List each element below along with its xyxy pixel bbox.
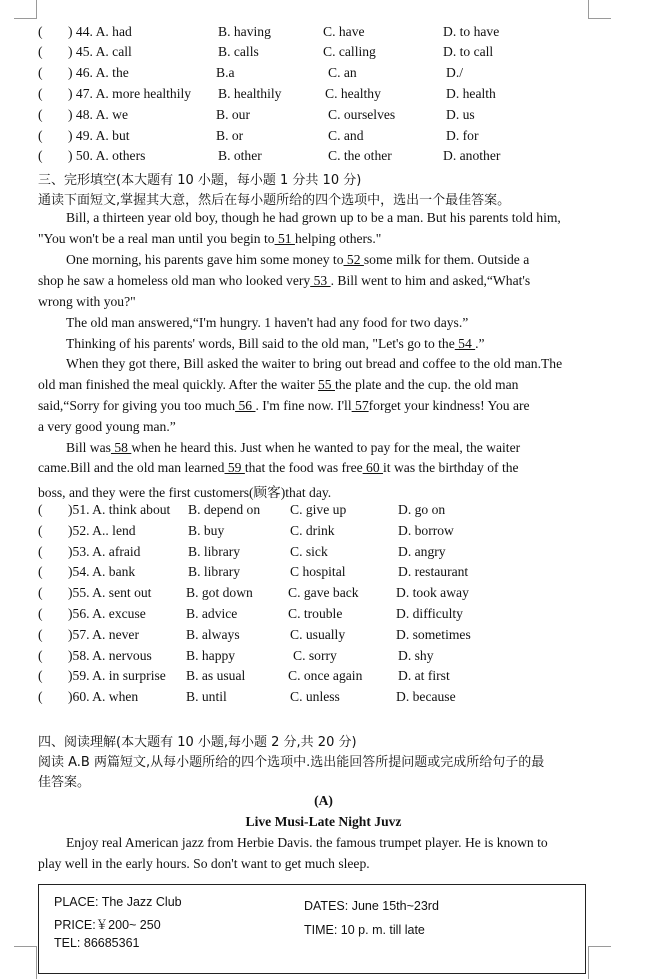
- passage-line: Bill was 58 when he heard this. Just when he wanted to pay for the meal, the waiter: [66, 440, 521, 455]
- option-b: B. library: [188, 564, 241, 579]
- option-d: D. at first: [398, 668, 450, 683]
- part-a-label: (A): [314, 793, 333, 808]
- section-four-instructions-cont: 佳答案。: [38, 775, 91, 790]
- option-b: B. healthily: [218, 86, 282, 101]
- option-d: D. borrow: [398, 523, 454, 538]
- question-number-option-a: )56. A. excuse: [68, 606, 146, 621]
- answer-bracket: (: [38, 564, 43, 579]
- option-d: D. to have: [443, 24, 500, 39]
- question-number-option-a: ) 48. A. we: [68, 107, 129, 122]
- question-number-option-a: )52. A.. lend: [68, 523, 136, 538]
- option-d: D. shy: [398, 648, 434, 663]
- event-info-box: [38, 884, 586, 974]
- question-number-option-a: ) 45. A. call: [68, 44, 132, 59]
- option-d: D. difficulty: [396, 606, 463, 621]
- option-b: B. advice: [186, 606, 238, 621]
- crop-mark-bottom-right: [588, 946, 611, 979]
- section-four-title: 四、阅读理解(本大题有 10 小题,每小题 2 分,共 20 分): [38, 735, 357, 750]
- option-c: C. sorry: [293, 648, 337, 663]
- option-b: B. having: [218, 24, 271, 39]
- section-three-title: 三、完形填空(本大题有 10 小题，每小题 1 分共 10 分): [38, 173, 362, 188]
- option-b: B. as usual: [186, 668, 246, 683]
- question-number-option-a: ) 46. A. the: [68, 65, 129, 80]
- passage-line: boss, and they were the first customers(顾客)that day.: [38, 485, 332, 500]
- crop-mark-top-left: [14, 0, 37, 19]
- option-c: C. an: [328, 65, 357, 80]
- answer-bracket: (: [38, 585, 43, 600]
- option-d: D. for: [446, 128, 479, 143]
- option-d: D. us: [446, 107, 475, 122]
- option-b: B. or: [216, 128, 244, 143]
- option-d: D. another: [443, 148, 501, 163]
- passage-line: Bill, a thirteen year old boy, though he had grown up to be a man. But his parents told him,: [66, 210, 561, 225]
- option-c: C. the other: [328, 148, 392, 163]
- time-text: TIME: 10 p. m. till late: [304, 923, 425, 937]
- option-d: D. to call: [443, 44, 494, 59]
- question-number-option-a: ) 49. A. but: [68, 128, 130, 143]
- option-c: C. healthy: [325, 86, 381, 101]
- answer-bracket: (: [38, 689, 43, 704]
- answer-bracket: (: [38, 148, 43, 163]
- answer-bracket: (: [38, 24, 43, 39]
- option-c: C. usually: [290, 627, 346, 642]
- question-number-option-a: ) 47. A. more healthily: [68, 86, 192, 101]
- option-d: D. go on: [398, 502, 446, 517]
- blank-60: 60: [362, 460, 384, 475]
- question-number-option-a: )53. A. afraid: [68, 544, 141, 559]
- option-c: C hospital: [290, 564, 346, 579]
- option-b: B. until: [186, 689, 227, 704]
- option-d: D. restaurant: [398, 564, 469, 579]
- option-b: B. our: [216, 107, 250, 122]
- passage-line: said,“Sorry for giving you too much 56 . I'm fine now. I'll 57forget your kindness! You are: [38, 398, 530, 413]
- crop-mark-bottom-left: [14, 946, 37, 979]
- option-b: B. depend on: [188, 502, 261, 517]
- option-b: B.a: [216, 65, 235, 80]
- blank-59: 59: [224, 460, 245, 475]
- passage-line: "You won't be a real man until you begin to 51 helping others.": [38, 231, 382, 246]
- answer-bracket: (: [38, 107, 43, 122]
- question-number-option-a: )59. A. in surprise: [68, 668, 166, 683]
- passage-line: Thinking of his parents' words, Bill said to the old man, "Let's go to the 54 .”: [66, 336, 485, 351]
- question-number-option-a: )51. A. think about: [68, 502, 171, 517]
- option-d: D. health: [446, 86, 496, 101]
- blank-54: 54: [454, 336, 476, 351]
- blank-56: 56: [235, 398, 256, 413]
- passage-line: shop he saw a homeless old man who looked very 53 . Bill went to him and asked,“What's: [38, 273, 531, 288]
- option-c: C. have: [323, 24, 365, 39]
- option-c: C. calling: [323, 44, 376, 59]
- passage-line: wrong with you?": [38, 294, 136, 309]
- passage-line: When they got there, Bill asked the waiter to bring out bread and coffee to the old man.The: [66, 356, 563, 371]
- blank-53: 53: [310, 273, 331, 288]
- answer-bracket: (: [38, 65, 43, 80]
- answer-bracket: (: [38, 44, 43, 59]
- option-d: D. angry: [398, 544, 446, 559]
- option-b: B. library: [188, 544, 241, 559]
- question-number-option-a: )57. A. never: [68, 627, 139, 642]
- crop-mark-top-right: [588, 0, 611, 19]
- section-four-instructions: 阅读 A.B 两篇短文,从每小题所给的四个选项中.选出能回答所提问题或完成所给句子的最: [38, 755, 545, 770]
- dates-text: DATES: June 15th~23rd: [304, 899, 439, 913]
- question-number-option-a: )54. A. bank: [68, 564, 136, 579]
- ad-paragraph-line: Enjoy real American jazz from Herbie Davis. the famous trumpet player. He is known to: [66, 835, 548, 850]
- blank-52: 52: [343, 252, 364, 267]
- option-c: C. trouble: [288, 606, 343, 621]
- answer-bracket: (: [38, 648, 43, 663]
- answer-bracket: (: [38, 502, 43, 517]
- ad-paragraph-line: play well in the early hours. So don't want to get much sleep.: [38, 856, 370, 871]
- question-number-option-a: )55. A. sent out: [68, 585, 152, 600]
- option-d: D./: [446, 65, 463, 80]
- option-d: D. took away: [396, 585, 469, 600]
- option-b: B. calls: [218, 44, 259, 59]
- option-b: B. buy: [188, 523, 225, 538]
- passage-line: old man finished the meal quickly. After the waiter 55 the plate and the cup. the old man: [38, 377, 519, 392]
- blank-57: 57: [351, 398, 369, 413]
- passage-line: a very good young man.”: [38, 419, 176, 434]
- passage-line: The old man answered,“I'm hungry. 1 haven't had any food for two days.”: [66, 315, 469, 330]
- blank-55: 55: [317, 377, 335, 392]
- option-c: C. once again: [288, 668, 363, 683]
- option-b: B. got down: [186, 585, 253, 600]
- answer-bracket: (: [38, 128, 43, 143]
- question-number-option-a: )60. A. when: [68, 689, 139, 704]
- passage-line: One morning, his parents gave him some money to 52 some milk for them. Outside a: [66, 252, 530, 267]
- blank-51: 51: [274, 231, 295, 246]
- blank-58: 58: [110, 440, 132, 455]
- answer-bracket: (: [38, 523, 43, 538]
- answer-bracket: (: [38, 606, 43, 621]
- price-text: PRICE:￥200~ 250: [54, 918, 161, 932]
- answer-bracket: (: [38, 86, 43, 101]
- option-c: C. gave back: [288, 585, 359, 600]
- option-d: D. sometimes: [396, 627, 471, 642]
- option-c: C. give up: [290, 502, 347, 517]
- option-b: B. other: [218, 148, 262, 163]
- question-number-option-a: )58. A. nervous: [68, 648, 152, 663]
- tel-text: TEL: 86685361: [54, 936, 140, 950]
- place-text: PLACE: The Jazz Club: [54, 895, 182, 909]
- answer-bracket: (: [38, 627, 43, 642]
- option-c: C. drink: [290, 523, 335, 538]
- option-c: C. ourselves: [328, 107, 396, 122]
- option-b: B. always: [186, 627, 240, 642]
- answer-bracket: (: [38, 544, 43, 559]
- option-b: B. happy: [186, 648, 236, 663]
- question-number-option-a: ) 44. A. had: [68, 24, 132, 39]
- question-number-option-a: ) 50. A. others: [68, 148, 146, 163]
- passage-line: came.Bill and the old man learned 59 that the food was free 60 it was the birthday of the: [38, 460, 519, 475]
- section-three-instructions: 通读下面短文,掌握其大意，然后在每小题所给的四个选项中，选出一个最佳答案。: [38, 193, 511, 208]
- answer-bracket: (: [38, 668, 43, 683]
- option-c: C. unless: [290, 689, 340, 704]
- ad-title: Live Musi-Late Night Juvz: [245, 814, 402, 829]
- option-c: C. sick: [290, 544, 328, 559]
- option-d: D. because: [396, 689, 456, 704]
- option-c: C. and: [328, 128, 364, 143]
